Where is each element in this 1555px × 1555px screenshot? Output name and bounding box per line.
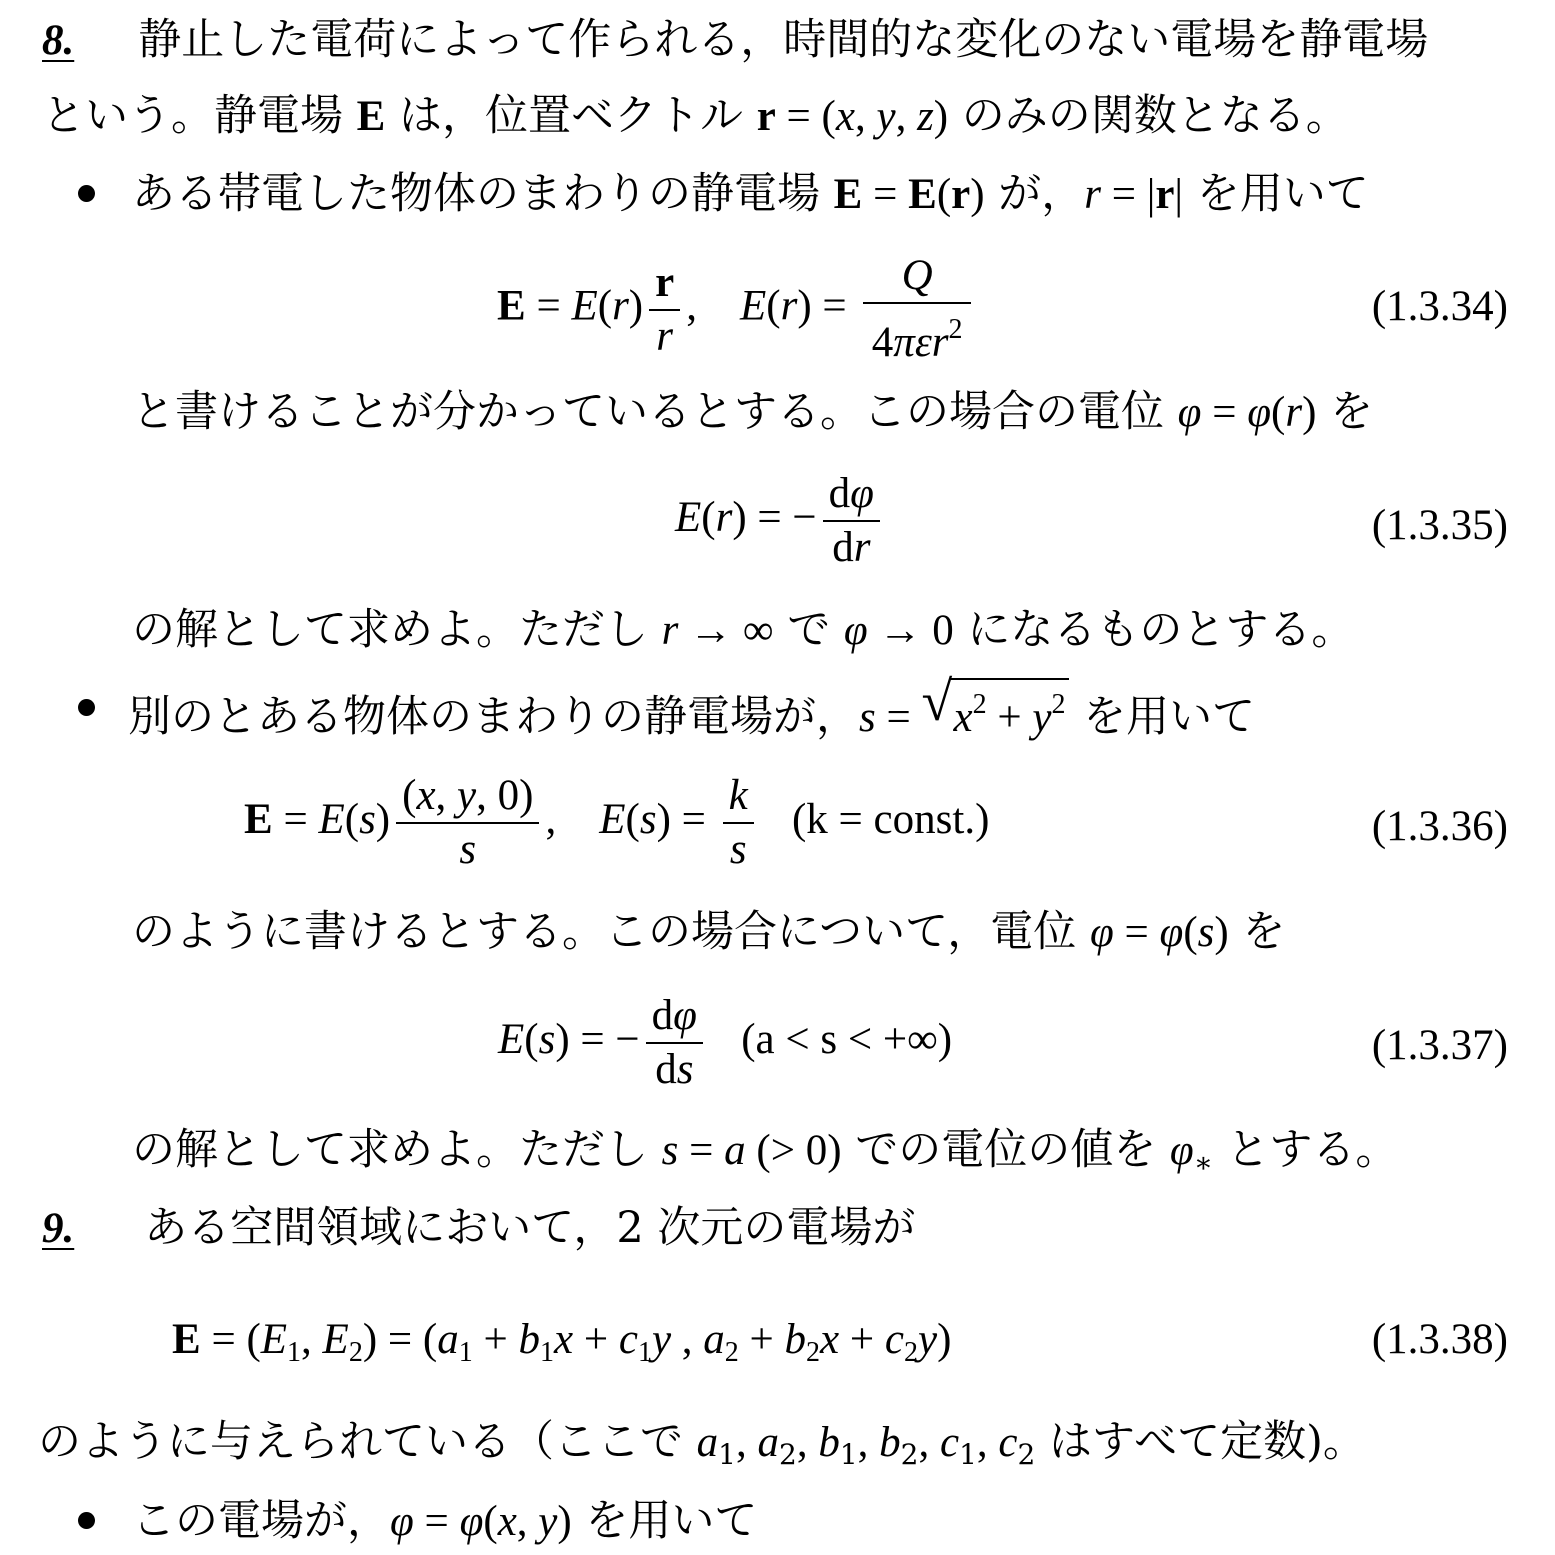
after37-text-b: での電位の値を (841, 1125, 1170, 1175)
after35-text-b: で (773, 605, 844, 655)
p9-bullet1-text-b: を用いて (571, 1496, 758, 1546)
problem-8-after-36: のように書けるとする。この場合について，電位 φ = φ(s) を (132, 907, 1286, 957)
bullet1-text-b: が， (984, 169, 1085, 219)
intro-text-c: のみの関数となる。 (948, 91, 1349, 141)
problem-9-bullet-1: この電場が，φ = φ(x, y) を用いて (132, 1496, 758, 1546)
problem-8-line-1 (42, 10, 1428, 71)
bullet-dot (78, 1512, 95, 1529)
problem-8-bullet-2: 別のとある物体のまわりの静電場が，s = √ $x^2 + y^2$ を用いて (128, 671, 1256, 742)
after37-text-c: とする。 (1212, 1125, 1399, 1175)
equation-number-1-3-37: (1.3.37) (1371, 1022, 1508, 1069)
after36-text-b: を (1228, 907, 1286, 957)
equation-1-3-35: E(r) = − $\frac{d\varphi}{dr}$ (675, 468, 886, 574)
bullet2-text-a: 別のとある物体のまわりの静電場が， (128, 692, 859, 742)
bullet2-text-b: を用いて (1069, 692, 1256, 742)
after38-text-a: のように与えられている（ここで (38, 1417, 697, 1467)
equation-number-1-3-38: (1.3.38) (1371, 1316, 1508, 1363)
bullet1-text-c: を用いて (1183, 169, 1369, 219)
problem-8-after-35: の解として求めよ。ただし r → ∞ で φ → 0 になるものとする。 (132, 605, 1355, 655)
bullet1-text-a: ある帯電した物体のまわりの静電場 (132, 169, 834, 219)
equation-1-3-36-condition: (k = const.) (791, 795, 990, 843)
after37-text-a: の解として求めよ。ただし (132, 1125, 662, 1175)
after35-text-c: になるものとする。 (953, 605, 1355, 655)
after38-text-b: はすべて定数)。 (1035, 1417, 1366, 1467)
equation-number-1-3-35: (1.3.35) (1371, 502, 1508, 549)
after34-text-a: と書けることが分かっているとする。この場合の電位 (132, 387, 1178, 437)
problem-9-intro: ある空間領域において，2 次元の電場が (144, 1203, 916, 1253)
after36-text-a: のように書けるとする。この場合について，電位 (132, 907, 1090, 957)
equation-number-1-3-36: (1.3.36) (1371, 803, 1508, 850)
problem-8-after-37: の解として求めよ。ただし s = a (> 0) での電位の値を $\varphi_∗$ とする。 (132, 1125, 1399, 1179)
p9-bullet1-text-a: この電場が， (132, 1496, 390, 1546)
problem-8-bullet-1: ある帯電した物体のまわりの静電場 E = E(r) が，r = |r| を用いて (132, 169, 1369, 219)
after34-text-b: を (1316, 387, 1374, 437)
problem-8-after-34: と書けることが分かっているとする。この場合の電位 φ = φ(r) を (132, 387, 1374, 437)
problem-9-number: 9. (42, 1205, 75, 1252)
problem-8-number: 8. (42, 17, 75, 64)
equation-1-3-38: $E = (E_1$, $E_2) = (a_1 + b_1x + c_1y$ , $a_2 + b_2x + c_2y$) (172, 1316, 952, 1368)
problem-9-after-38: のように与えられている（ここで $a_1$, $a_2$, $b_1$, $b_2$, $c_1$, $c_2$ はすべて定数)。 (38, 1417, 1366, 1471)
equation-number-1-3-34: (1.3.34) (1371, 283, 1508, 330)
problem-8-intro-1: 静止した電荷によって作られる，時間的な変化のない電場を静電場 (138, 15, 1429, 65)
bullet-dot (78, 185, 95, 202)
after35-text-a: の解として求めよ。ただし (132, 605, 662, 655)
equation-1-3-34: E = E(r) $\frac{r}{r}$ , E(r) = $\frac{Q}{4\pi\varepsilon r^2}$ (497, 250, 977, 369)
equation-1-3-36: E = E(s) $\frac{(x, y, 0)}{s}$ , E(s) = $\frac{k}{s}$ (k = const.) (244, 772, 990, 873)
problem-8-line-2: という。静電場 E は，位置ベクトル r = (x, y, z) のみの関数となる。 (42, 91, 1349, 141)
equation-1-3-37-condition: (a < s < +∞) (741, 1015, 953, 1063)
bullet-dot (78, 699, 95, 716)
intro-text-a: という。静電場 (42, 91, 357, 141)
equation-1-3-37: E(s) = − $\frac{d\varphi}{ds}$ (a < s < +∞) (498, 992, 953, 1093)
intro-text-b: は，位置ベクトル (385, 91, 757, 141)
problem-9-line-1 (42, 1198, 915, 1259)
